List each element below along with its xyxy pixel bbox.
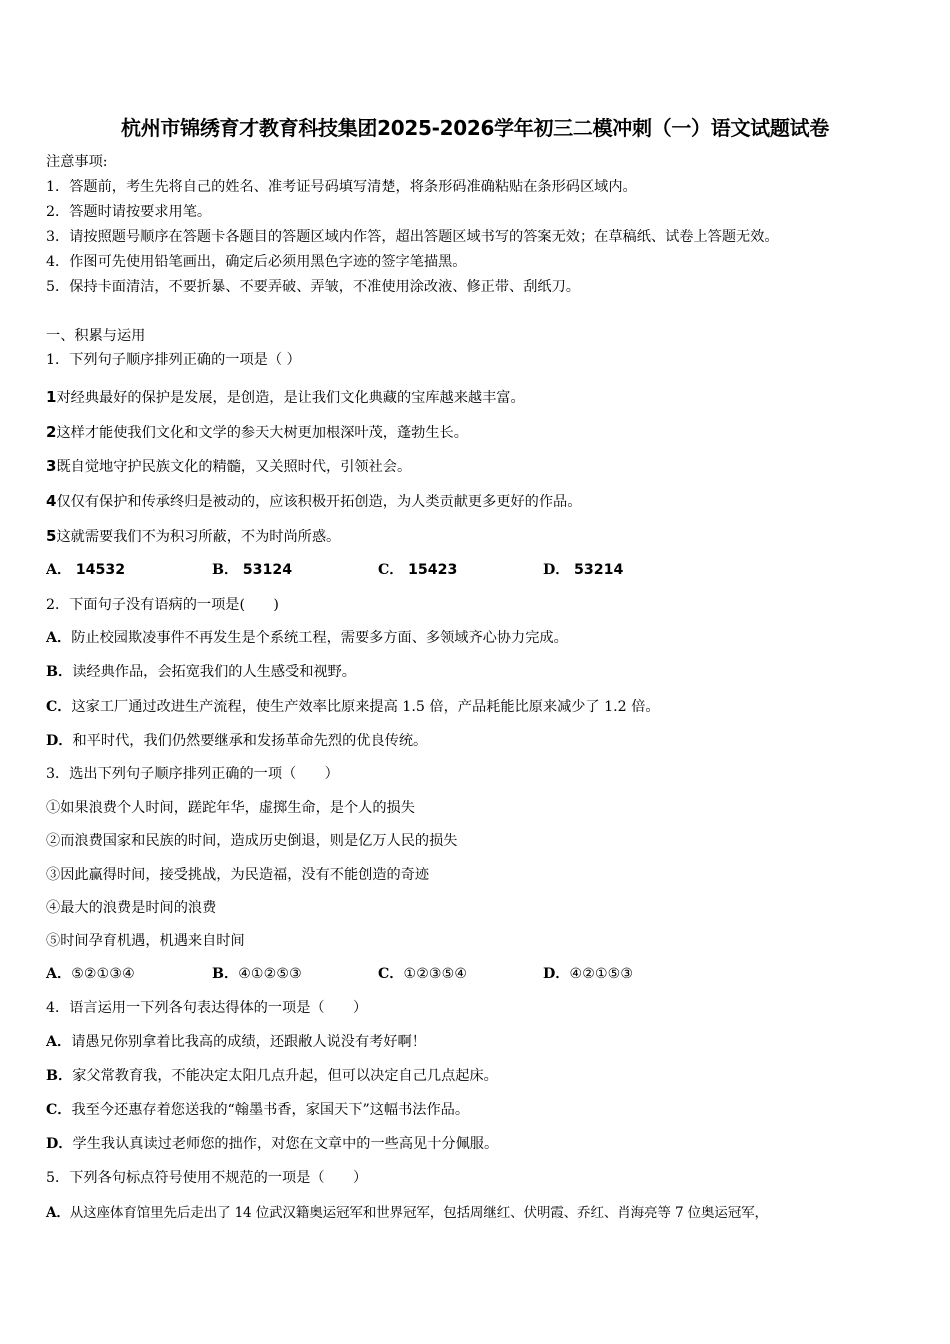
option-label: B． <box>212 562 239 578</box>
sentence-number: 2 <box>46 423 57 441</box>
option-label: D． <box>46 733 73 749</box>
question-stem: 1．下列句子顺序排列正确的一项是（ ） <box>46 352 301 368</box>
option-text: ⑤②①③④ <box>71 966 135 982</box>
option-c[interactable] <box>46 1100 469 1120</box>
option-label: B． <box>46 1068 73 1084</box>
option-a[interactable] <box>46 1032 426 1052</box>
question-stem: 5．下列各句标点符号使用不规范的一项是（ ） <box>46 1170 368 1186</box>
option-label: B． <box>212 966 239 982</box>
page-title: 杭州市锦绣育才教育科技集团2025-2026学年初三二模冲刺（一）语文试题试卷 <box>121 116 829 140</box>
sentence-text: 仅仅有保护和传承终归是被动的，应该积极开拓创造，为人类贡献更多更好的作品。 <box>56 494 582 510</box>
option-c[interactable] <box>378 964 467 984</box>
option-label: A． <box>46 562 72 578</box>
option-label: A． <box>46 1034 72 1050</box>
option-a[interactable] <box>46 628 568 648</box>
option-d[interactable] <box>543 964 633 984</box>
notice-item: 1．答题前，考生先将自己的姓名、准考证号码填写清楚，将条形码准确粘贴在条形码区域内。 <box>46 179 637 195</box>
option-text: 从这座体育馆里先后走出了 14 位武汉籍奥运冠军和世界冠军，包括周继红、伏明霞、乔红、肖海亮等 7 位奥运冠军， <box>69 1205 768 1221</box>
sentence-number: 3 <box>46 457 57 475</box>
option-text: ④①②⑤③ <box>238 966 302 982</box>
sentence-line <box>46 491 581 512</box>
option-label: C． <box>378 562 404 578</box>
sentence-line <box>46 387 525 408</box>
sentence-line: ③因此赢得时间，接受挑战，为民造福，没有不能创造的奇迹 <box>46 867 430 883</box>
option-label: A． <box>46 630 72 646</box>
question-stem: 3．选出下列句子顺序排列正确的一项（ ） <box>46 766 339 782</box>
notice-item: 3．请按照题号顺序在答题卡各题目的答题区域内作答，超出答题区域书写的答案无效；在草稿纸、试卷上答题无效。 <box>46 229 779 245</box>
notice-item: 5．保持卡面清洁，不要折暴、不要弄破、弄皱，不准使用涂改液、修正带、刮纸刀。 <box>46 279 580 295</box>
option-text: 防止校园欺凌事件不再发生是个系统工程，需要多方面、多领域齐心协力完成。 <box>71 630 568 646</box>
option-b[interactable] <box>46 1066 498 1086</box>
option-text: ④②①⑤③ <box>569 966 634 982</box>
option-label: D． <box>543 966 570 982</box>
sentence-text: 既自觉地守护民族文化的精髓，又关照时代，引领社会。 <box>56 459 412 475</box>
option-d[interactable] <box>46 731 427 751</box>
option-label: A． <box>46 1205 70 1221</box>
sentence-line: ①如果浪费个人时间，蹉跎年华，虚掷生命，是个人的损失 <box>46 800 415 816</box>
option-label: B． <box>46 664 73 680</box>
option-b[interactable] <box>46 662 356 682</box>
option-label: D． <box>46 1136 73 1152</box>
option-c[interactable] <box>378 560 457 580</box>
notice-item: 2．答题时请按要求用笔。 <box>46 204 212 220</box>
option-text: ①②③⑤④ <box>403 966 468 982</box>
sentence-number: 5 <box>46 527 57 545</box>
option-text: 读经典作品，会拓宽我们的人生感受和视野。 <box>72 664 356 680</box>
sentence-text: 对经典最好的保护是发展，是创造，是让我们文化典藏的宝库越来越丰富。 <box>56 390 525 406</box>
option-label: D． <box>543 562 570 578</box>
option-text: 请愚兄你别拿着比我高的成绩，还跟敝人说没有考好啊！ <box>71 1034 426 1050</box>
sentence-line: ②而浪费国家和民族的时间，造成历史倒退，则是亿万人民的损失 <box>46 833 458 849</box>
option-a[interactable] <box>46 1203 768 1223</box>
notice-heading: 注意事项: <box>46 154 108 170</box>
option-a[interactable] <box>46 560 125 580</box>
option-c[interactable] <box>46 697 660 717</box>
option-text: 14532 <box>75 562 126 578</box>
option-b[interactable] <box>212 560 292 580</box>
section-heading: 一、积累与运用 <box>46 328 146 344</box>
sentence-number: 4 <box>46 492 57 510</box>
option-text: 学生我认真读过老师您的拙作，对您在文章中的一些高见十分佩服。 <box>72 1136 499 1152</box>
sentence-number: 1 <box>46 388 57 406</box>
question-stem: 2．下面句子没有语病的一项是( ) <box>46 597 279 613</box>
option-text: 15423 <box>408 562 458 578</box>
option-label: A． <box>46 966 72 982</box>
option-text: 和平时代，我们仍然要继承和发扬革命先烈的优良传统。 <box>72 733 428 749</box>
option-text: 53124 <box>242 562 293 578</box>
notice-item: 4．作图可先使用铅笔画出，确定后必须用黑色字迹的签字笔描黑。 <box>46 254 467 270</box>
option-text: 家父常教育我，不能决定太阳几点升起，但可以决定自己几点起床。 <box>72 1068 498 1084</box>
option-a[interactable] <box>46 964 135 984</box>
question-stem: 4．语言运用一下列各句表达得体的一项是（ ） <box>46 1000 368 1016</box>
sentence-line: ⑤时间孕育机遇，机遇来自时间 <box>46 933 245 949</box>
option-b[interactable] <box>212 964 302 984</box>
option-text: 53214 <box>574 562 624 578</box>
option-text: 我至今还惠存着您送我的“翰墨书香，家国天下”这幅书法作品。 <box>71 1102 470 1118</box>
sentence-line <box>46 526 340 547</box>
sentence-text: 这就需要我们不为积习所蔽，不为时尚所惑。 <box>56 529 341 545</box>
sentence-line <box>46 456 411 477</box>
option-label: C． <box>46 699 72 715</box>
sentence-text: 这样才能使我们文化和文学的参天大树更加根深叶茂，蓬勃生长。 <box>56 425 468 441</box>
option-d[interactable] <box>543 560 623 580</box>
option-label: C． <box>46 1102 72 1118</box>
option-label: C． <box>378 966 404 982</box>
option-text: 这家工厂通过改进生产流程，使生产效率比原来提高 1.5 倍，产品耗能比原来减少了 1.2 倍。 <box>71 699 660 715</box>
option-d[interactable] <box>46 1134 498 1154</box>
sentence-line <box>46 422 468 443</box>
sentence-line: ④最大的浪费是时间的浪费 <box>46 900 217 916</box>
